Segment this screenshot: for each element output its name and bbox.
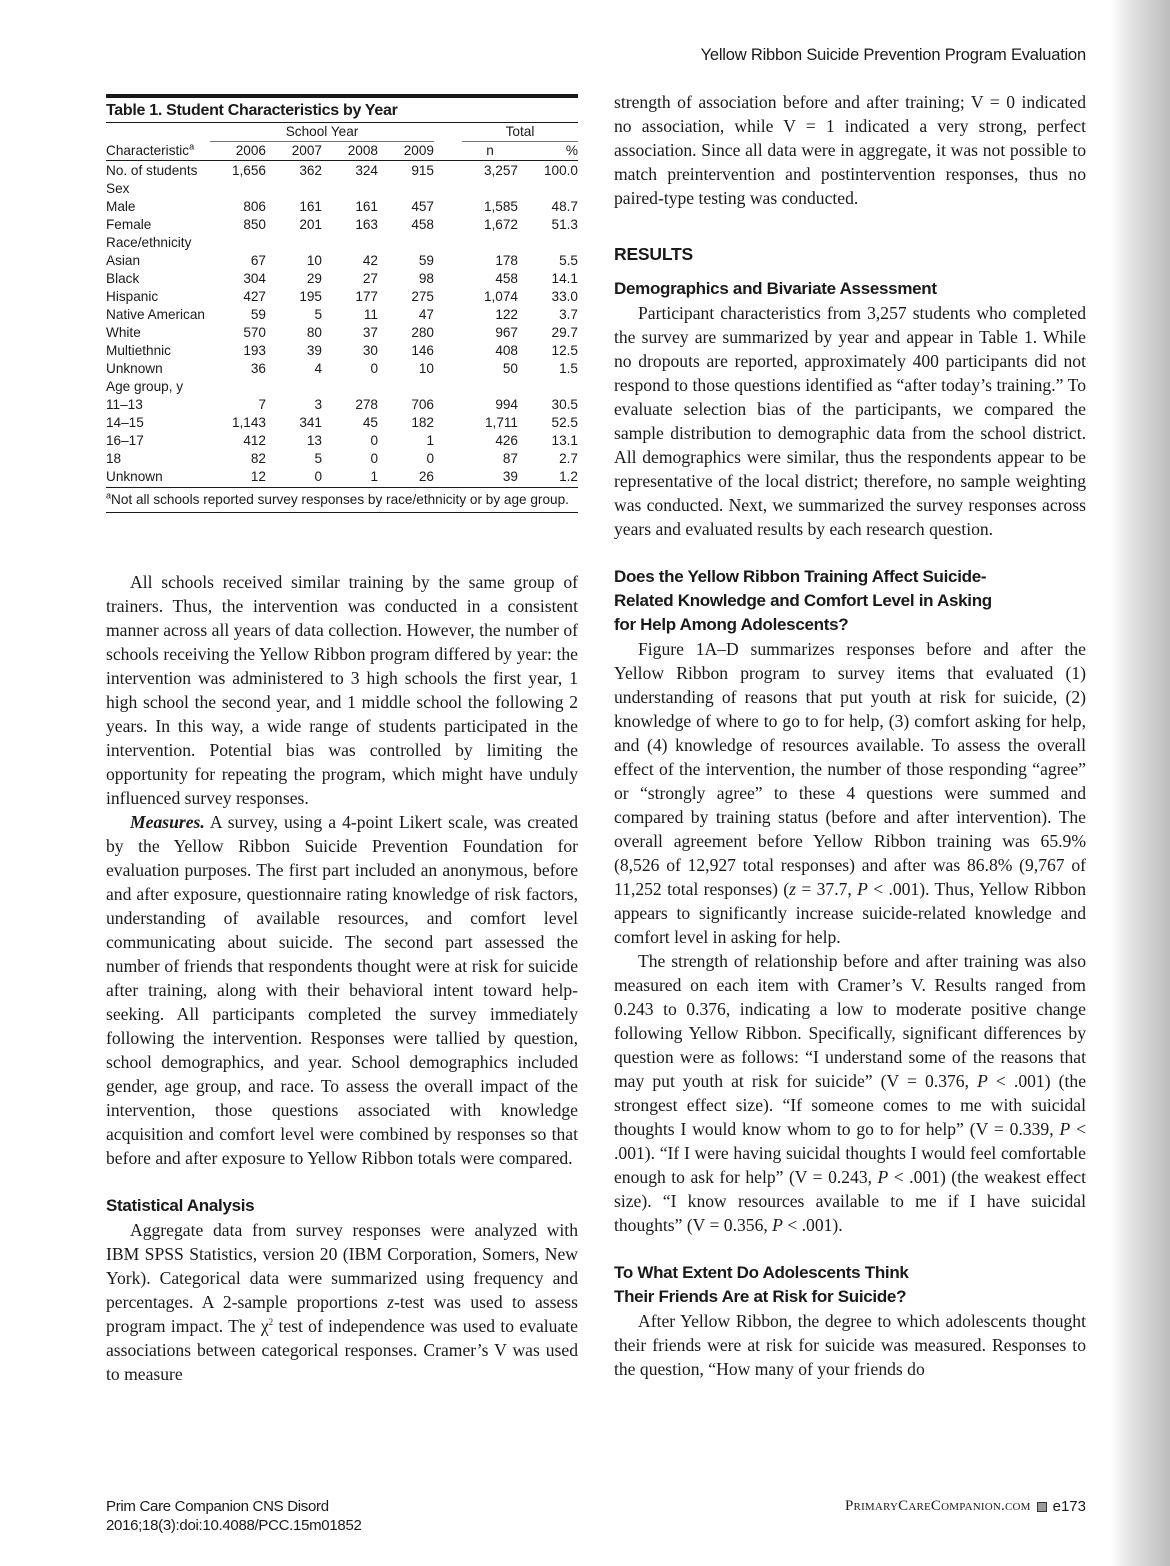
cell-2009: 1 bbox=[426, 433, 434, 448]
cell-2006 bbox=[210, 180, 266, 198]
cell-2009: 458 bbox=[411, 217, 434, 232]
row-label: Female bbox=[106, 217, 152, 232]
table-row bbox=[106, 468, 578, 488]
cell-pct: 5.5 bbox=[559, 253, 578, 268]
cell-2006: 304 bbox=[243, 271, 266, 286]
table-row bbox=[106, 414, 578, 432]
cell-2009: 47 bbox=[418, 307, 434, 322]
cell-pct: 12.5 bbox=[551, 343, 578, 358]
cell-pct: 29.7 bbox=[551, 325, 578, 340]
cell-2009: 457 bbox=[411, 199, 434, 214]
cell-n: 1,672 bbox=[483, 217, 518, 232]
row-label: White bbox=[106, 325, 141, 340]
measures-label: Measures. bbox=[130, 812, 205, 832]
cell-2006: 82 bbox=[250, 451, 266, 466]
cell-2009: 0 bbox=[426, 451, 434, 466]
cell-2006: 427 bbox=[243, 289, 266, 304]
cell-2007 bbox=[266, 180, 322, 198]
cell-2009: 182 bbox=[411, 415, 434, 430]
cell-n: 178 bbox=[495, 253, 518, 268]
cell-2007: 29 bbox=[306, 271, 322, 286]
paragraph-question-1-overall: Figure 1A–D summarizes responses before and after the Yellow Ribbon program to survey items that evaluated (1) understanding of reasons that put youth at risk for suicide, (2) knowledge of where to go to for help, (3) comfort asking for help, and (4) knowledge of resources available. To assess the overall effect of the intervention, the number of those responding “agree” or “strongly agree” to these 4 questions were summed and compared by training status (before and after intervention). The overall agreement before Yellow Ribbon training was 65.9% (8,526 of 12,927 total responses) and after was 86.8% (9,767 of 11,252 total responses) (z = 37.7, P < .001). Thus, Yellow Ribbon appears to significantly increase suicide-related knowledge and comfort level in asking for help. bbox=[614, 639, 1086, 947]
cell-2007: 341 bbox=[299, 415, 322, 430]
cell-n bbox=[462, 234, 518, 252]
group-header-total: Total bbox=[462, 123, 578, 142]
cell-2006: 193 bbox=[243, 343, 266, 358]
heading-question-2: To What Extent Do Adolescents Think Their Friends Are at Risk for Suicide? bbox=[614, 1263, 909, 1306]
row-label: Unknown bbox=[106, 468, 210, 488]
cell-2009: 59 bbox=[418, 253, 434, 268]
cell-2008: 11 bbox=[363, 307, 378, 322]
table-row bbox=[106, 216, 578, 234]
cell-2007: 362 bbox=[299, 163, 322, 178]
cell-2009: 98 bbox=[418, 271, 434, 286]
cell-pct: 13.1 bbox=[551, 433, 578, 448]
table-row bbox=[106, 288, 578, 306]
paragraph-statistical-analysis: Aggregate data from survey responses were analyzed with IBM SPSS Statistics, version 20 (IBM Corporation, Somers, New York). Categorical data were summarized using frequency and percentages. A 2-sample proportions z-test was used to assess program impact. The $\chi^2$ test of independence was used to evaluate associations between categorical responses. Cramer’s V was used to measure bbox=[106, 1220, 578, 1384]
cell-n: 408 bbox=[495, 343, 518, 358]
cell-2006 bbox=[210, 234, 266, 252]
cell-n: 1,585 bbox=[483, 199, 518, 214]
cell-2007: 195 bbox=[299, 289, 322, 304]
cell-2007: 10 bbox=[306, 253, 322, 268]
table-body bbox=[106, 161, 578, 488]
table-row bbox=[106, 378, 578, 396]
col-header-n: n bbox=[462, 142, 518, 161]
cell-2009: 915 bbox=[411, 163, 434, 178]
col-header-2009: 2009 bbox=[378, 142, 434, 161]
cell-2008: 1 bbox=[322, 468, 378, 488]
cell-2007: 5 bbox=[314, 451, 322, 466]
cell-pct: 33.0 bbox=[551, 289, 578, 304]
cell-2007: 201 bbox=[299, 217, 322, 232]
cell-n: 1,074 bbox=[483, 289, 518, 304]
row-label: 11–13 bbox=[106, 397, 143, 412]
cell-2006: 36 bbox=[250, 361, 266, 376]
paragraph-measures: Measures. A survey, using a 4-point Likert scale, was created by the Yellow Ribbon Suicide Prevention Foundation for evaluation purposes. The first part included an anonymous, before and after exposure, questionnaire rating knowledge of risk factors, understanding of available resources, and comfort level communicating about suicide. The second part assessed the number of friends that respondents thought were at risk for suicide after training, along with their behavioral intent toward help-seeking. All participants completed the survey immediately following the intervention. Responses were tallied by question, school demographics, and year. School demographics included gender, age group, and race. To assess the overall impact of the intervention, those questions associated with knowledge acquisition and comfort level were combined by responses so that before and after exposure to Yellow Ribbon totals were compared. bbox=[106, 812, 578, 1168]
row-label: 16–17 bbox=[106, 433, 144, 448]
footer-page-info bbox=[845, 1497, 1086, 1516]
cell-pct: 48.7 bbox=[551, 199, 578, 214]
cell-2007: 39 bbox=[306, 343, 322, 358]
cell-2009: 280 bbox=[411, 325, 434, 340]
paragraph-training: All schools received similar training by the same group of trainers. Thus, the intervention was conducted in a consistent manner across all years of data collection. However, the number of schools receiving the Yellow Ribbon program differed by year: the intervention was administered to 3 high schools the first year, 1 high school the second year, and 1 middle school the following 2 years. In this way, a wide range of students participated in the intervention. Potential bias was controlled by limiting the opportunity for repeating the program, which might have unduly influenced survey responses. bbox=[106, 572, 578, 808]
cell-2007: 13 bbox=[306, 433, 322, 448]
heading-question-1: Does the Yellow Ribbon Training Affect Suicide- Related Knowledge and Comfort Level in Asking for Help Among Adolescents? bbox=[614, 567, 992, 634]
cell-2007: 0 bbox=[266, 468, 322, 488]
table-row bbox=[106, 324, 578, 342]
table-row bbox=[106, 432, 578, 450]
paragraph-demographics: Participant characteristics from 3,257 students who completed the survey are summarized by year and appear in Table 1. While no dropouts are reported, approximately 400 participants did not respond to those questions identified as “after today’s training.” To evaluate selection bias of the participants, we compared the sample distribution to demographic data from the school district. All demographics were similar, thus the respondents appear to be representative of the local district; therefore, no sample weighting was conducted. Next, we summarized the survey responses across years and evaluated results by each research question. bbox=[614, 303, 1086, 539]
row-label: Multiethnic bbox=[106, 343, 171, 358]
row-label: 18 bbox=[106, 451, 122, 466]
table-row bbox=[106, 252, 578, 270]
cell-2009: 275 bbox=[411, 289, 434, 304]
cell-pct: 51.3 bbox=[551, 217, 578, 232]
table-1 bbox=[106, 94, 578, 513]
cell-2008: 27 bbox=[362, 271, 378, 286]
cell-pct: 1.5 bbox=[559, 361, 578, 376]
paragraph-question-1-cramers-v: The strength of relationship before and after training was also measured on each item with Cramer’s V. Results ranged from 0.243 to 0.376, indicating a low to moderate positive change following Yellow Ribbon. Specifically, significant differences by question were as follows: “I understand some of the reasons that may put youth at risk for suicide” (V = 0.376, P < .001) (the strongest effect size). “If someone comes to me with suicidal thoughts I would know whom to go to for help” (V = 0.339, P < .001). “If I were having suicidal thoughts I would feel comfortable enough to ask for help” (V = 0.243, P < .001) (the weakest effect size). “I know resources available to me if I have suicidal thoughts” (V = 0.356, P < .001). bbox=[614, 951, 1086, 1235]
cell-2006: 12 bbox=[210, 468, 266, 488]
row-label: Unknown bbox=[106, 361, 163, 376]
footer-site-link[interactable]: PrimaryCareCompanion.com bbox=[844, 1498, 1031, 1514]
row-label: Race/ethnicity bbox=[106, 235, 192, 250]
cell-2008: 163 bbox=[355, 217, 378, 232]
table-row bbox=[106, 234, 578, 252]
group-header-school-year: School Year bbox=[210, 123, 434, 142]
cell-2008: 177 bbox=[355, 289, 378, 304]
running-head: Yellow Ribbon Suicide Prevention Program Evaluation bbox=[700, 46, 1086, 64]
table-row bbox=[106, 270, 578, 288]
cell-2006: 412 bbox=[243, 433, 266, 448]
footer-journal: Prim Care Companion CNS Disord bbox=[106, 1498, 329, 1515]
row-label: Native American bbox=[106, 307, 205, 322]
table-row bbox=[106, 306, 578, 324]
cell-pct: 2.7 bbox=[559, 451, 578, 466]
col-header-characteristic: Characteristic$^a$ bbox=[106, 142, 210, 161]
table-row bbox=[106, 396, 578, 414]
row-label: Asian bbox=[106, 253, 141, 268]
cell-2007 bbox=[266, 234, 322, 252]
cell-2008: 0 bbox=[370, 433, 378, 448]
cell-2008 bbox=[322, 180, 378, 198]
cell-2009 bbox=[378, 234, 434, 252]
table-row bbox=[106, 180, 578, 198]
cell-n: 39 bbox=[462, 468, 518, 488]
characteristics-table bbox=[106, 123, 578, 488]
cell-2008: 278 bbox=[355, 397, 378, 412]
cell-pct bbox=[518, 234, 578, 252]
cell-2006: 1,656 bbox=[231, 163, 266, 178]
heading-demographics: Demographics and Bivariate Assessment bbox=[614, 279, 937, 298]
cell-n: 426 bbox=[495, 433, 518, 448]
cell-n: 87 bbox=[502, 451, 518, 466]
cell-2007: 4 bbox=[314, 361, 322, 376]
cell-2008: 161 bbox=[355, 199, 378, 214]
cell-2009: 26 bbox=[378, 468, 434, 488]
cell-2006: 806 bbox=[243, 199, 266, 214]
table-row bbox=[106, 450, 578, 468]
column-headers bbox=[106, 142, 578, 161]
cell-n: 3,257 bbox=[483, 163, 518, 178]
right-column-body bbox=[614, 90, 1086, 1381]
cell-n bbox=[462, 378, 518, 396]
row-label: Hispanic bbox=[106, 289, 159, 304]
cell-pct bbox=[518, 180, 578, 198]
col-header-2006: 2006 bbox=[210, 142, 266, 161]
cell-n bbox=[462, 180, 518, 198]
row-label: 14–15 bbox=[106, 415, 144, 430]
paragraph-question-2: After Yellow Ribbon, the degree to which adolescents thought their friends were at risk for suicide was measured. Responses to the question, “How many of your friends do bbox=[614, 1311, 1086, 1379]
cell-n: 50 bbox=[502, 361, 518, 376]
row-label: No. of students bbox=[106, 163, 198, 178]
footer-citation bbox=[106, 1497, 362, 1535]
row-label: Male bbox=[106, 199, 136, 214]
cell-pct: 3.7 bbox=[559, 307, 578, 322]
cell-n: 458 bbox=[495, 271, 518, 286]
cell-2006: 67 bbox=[250, 253, 266, 268]
cell-pct: 14.1 bbox=[551, 271, 578, 286]
cell-2006: 7 bbox=[258, 397, 266, 412]
cell-2008 bbox=[322, 234, 378, 252]
page-number: e173 bbox=[1052, 1498, 1086, 1515]
cell-2009 bbox=[378, 180, 434, 198]
col-header-2007: 2007 bbox=[266, 142, 322, 161]
cell-2008: 0 bbox=[370, 361, 378, 376]
cell-2006: 59 bbox=[250, 307, 266, 322]
cell-2008: 42 bbox=[362, 253, 378, 268]
cell-2006 bbox=[210, 378, 266, 396]
table-row bbox=[106, 342, 578, 360]
cell-2008: 30 bbox=[362, 343, 378, 358]
cell-2008: 324 bbox=[355, 163, 378, 178]
table-title: Table 1. Student Characteristics by Year bbox=[106, 98, 578, 123]
cell-2007 bbox=[266, 378, 322, 396]
page-edge-shadow bbox=[1110, 0, 1170, 1566]
cell-2006: 570 bbox=[243, 325, 266, 340]
table-row bbox=[106, 198, 578, 216]
cell-2006: 1,143 bbox=[231, 415, 266, 430]
col-header-pct: % bbox=[518, 142, 578, 161]
cell-2008: 37 bbox=[362, 325, 378, 340]
table-row bbox=[106, 360, 578, 378]
cell-pct: 100.0 bbox=[543, 163, 578, 178]
left-column-body bbox=[106, 570, 578, 1386]
heading-results: RESULTS bbox=[614, 244, 693, 264]
table-footnote: $^a$Not all schools reported survey responses by race/ethnicity or by age group. bbox=[106, 488, 578, 513]
cell-2006: 850 bbox=[243, 217, 266, 232]
heading-statistical-analysis: Statistical Analysis bbox=[106, 1196, 255, 1215]
paragraph-continuation: strength of association before and after training; V = 0 indicated no association, while V = 1 indicated a very strong, perfect association. Since all data were in aggregate, it was not possible to match preintervention and postintervention responses, thus no paired-type testing was conducted. bbox=[614, 92, 1086, 208]
cell-pct bbox=[518, 378, 578, 396]
row-label: Sex bbox=[106, 181, 130, 196]
cell-pct: 1.2 bbox=[518, 468, 578, 488]
footer-doi: 2016;18(3):doi:10.4088/PCC.15m01852 bbox=[106, 1517, 362, 1534]
cell-2008: 0 bbox=[370, 451, 378, 466]
cell-2007: 3 bbox=[314, 397, 322, 412]
cell-n: 122 bbox=[495, 307, 518, 322]
cell-2009: 146 bbox=[411, 343, 434, 358]
cell-pct: 52.5 bbox=[551, 415, 578, 430]
cell-n: 1,711 bbox=[484, 415, 518, 430]
cell-n: 994 bbox=[495, 397, 518, 412]
cell-2009: 706 bbox=[411, 397, 434, 412]
cell-2007: 161 bbox=[299, 199, 322, 214]
col-header-2008: 2008 bbox=[322, 142, 378, 161]
cell-2007: 5 bbox=[314, 307, 322, 322]
cell-n: 967 bbox=[495, 325, 518, 340]
row-label: Age group, y bbox=[106, 379, 184, 394]
row-label: Black bbox=[106, 271, 140, 286]
cell-2008 bbox=[322, 378, 378, 396]
cell-2007: 80 bbox=[306, 325, 322, 340]
cell-2009: 10 bbox=[418, 361, 434, 376]
cell-pct: 30.5 bbox=[551, 397, 578, 412]
cell-2008: 45 bbox=[362, 415, 378, 430]
table-row bbox=[106, 161, 578, 181]
cell-2009 bbox=[378, 378, 434, 396]
square-separator-icon bbox=[1037, 1502, 1047, 1512]
